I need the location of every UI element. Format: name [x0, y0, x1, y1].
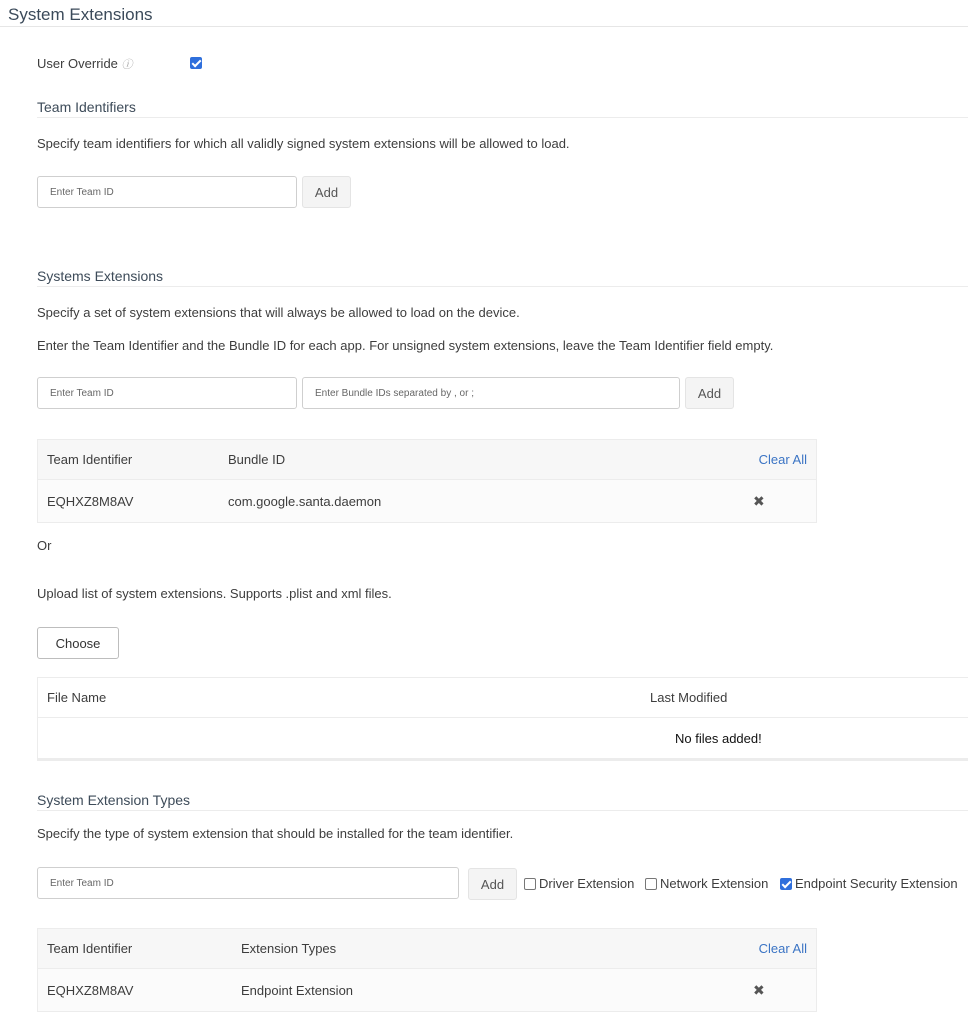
table-header [38, 929, 816, 969]
team-id-input[interactable] [37, 176, 297, 208]
table-header [38, 678, 968, 718]
network-extension-option[interactable] [645, 876, 768, 891]
clear-all-link[interactable]: Clear All [758, 452, 807, 467]
or-label: Or [37, 538, 52, 553]
clear-all-link[interactable]: Clear All [758, 941, 807, 956]
user-override-text: User Override [37, 56, 118, 71]
systems-extensions-title: Systems Extensions [37, 268, 164, 284]
column-header-types: Extension Types [241, 941, 337, 956]
endpoint-security-extension-option[interactable] [780, 876, 958, 891]
row-team-id: EQHXZ8M8AV [47, 982, 134, 998]
section-divider [37, 286, 968, 287]
column-header-team: Team Identifier [47, 941, 133, 956]
add-extension-button[interactable]: Add [685, 377, 734, 409]
driver-extension-label: Driver Extension [539, 876, 635, 891]
info-icon[interactable]: ⓘ [121, 59, 133, 71]
section-divider [37, 810, 968, 811]
extensions-table [37, 439, 817, 523]
choose-file-button[interactable]: Choose [37, 627, 119, 659]
column-header-file-name: File Name [47, 690, 107, 705]
network-extension-checkbox[interactable] [645, 878, 657, 890]
team-identifiers-title: Team Identifiers [37, 99, 136, 115]
systems-extensions-instructions: Enter the Team Identifier and the Bundle ID for each app. For unsigned system extensions, leave the Team Identifier field empty. [37, 338, 774, 353]
user-override-label [37, 56, 133, 72]
driver-extension-checkbox[interactable] [524, 878, 536, 890]
extension-types-table [37, 928, 817, 1012]
team-id-input[interactable] [37, 867, 459, 899]
table-header [38, 440, 816, 480]
add-extension-type-button[interactable]: Add [468, 868, 517, 900]
row-team-id: EQHXZ8M8AV [47, 493, 134, 509]
row-extension-types: Endpoint Extension [241, 982, 354, 998]
network-extension-label: Network Extension [660, 876, 769, 891]
row-bundle-id: com.google.santa.daemon [228, 493, 382, 509]
empty-message: No files added! [675, 730, 762, 746]
section-divider [37, 117, 968, 118]
empty-row [38, 718, 968, 760]
endpoint-security-extension-label: Endpoint Security Extension [795, 876, 958, 891]
endpoint-security-extension-checkbox[interactable] [780, 878, 792, 890]
page-title: System Extensions [8, 5, 153, 24]
column-header-last-modified: Last Modified [650, 690, 728, 705]
team-identifiers-description: Specify team identifiers for which all validly signed system extensions will be allowed to load. [37, 136, 570, 151]
driver-extension-option[interactable] [524, 876, 634, 891]
table-row [38, 480, 816, 522]
systems-extensions-description: Specify a set of system extensions that will always be allowed to load on the device. [37, 305, 520, 320]
add-team-id-button[interactable]: Add [302, 176, 351, 208]
bundle-id-input[interactable] [302, 377, 680, 409]
extension-types-title: System Extension Types [37, 792, 191, 808]
team-id-input[interactable] [37, 377, 297, 409]
title-divider [0, 26, 968, 27]
upload-description: Upload list of system extensions. Supports .plist and xml files. [37, 586, 392, 601]
user-override-checkbox[interactable] [190, 57, 202, 69]
close-x-icon[interactable]: ✖ [753, 492, 765, 509]
column-header-bundle: Bundle ID [228, 452, 286, 467]
column-header-team: Team Identifier [47, 452, 133, 467]
files-table [37, 677, 968, 761]
extension-types-description: Specify the type of system extension that should be installed for the team identifier. [37, 826, 514, 841]
close-x-icon[interactable]: ✖ [753, 981, 765, 998]
table-row [38, 969, 816, 1011]
